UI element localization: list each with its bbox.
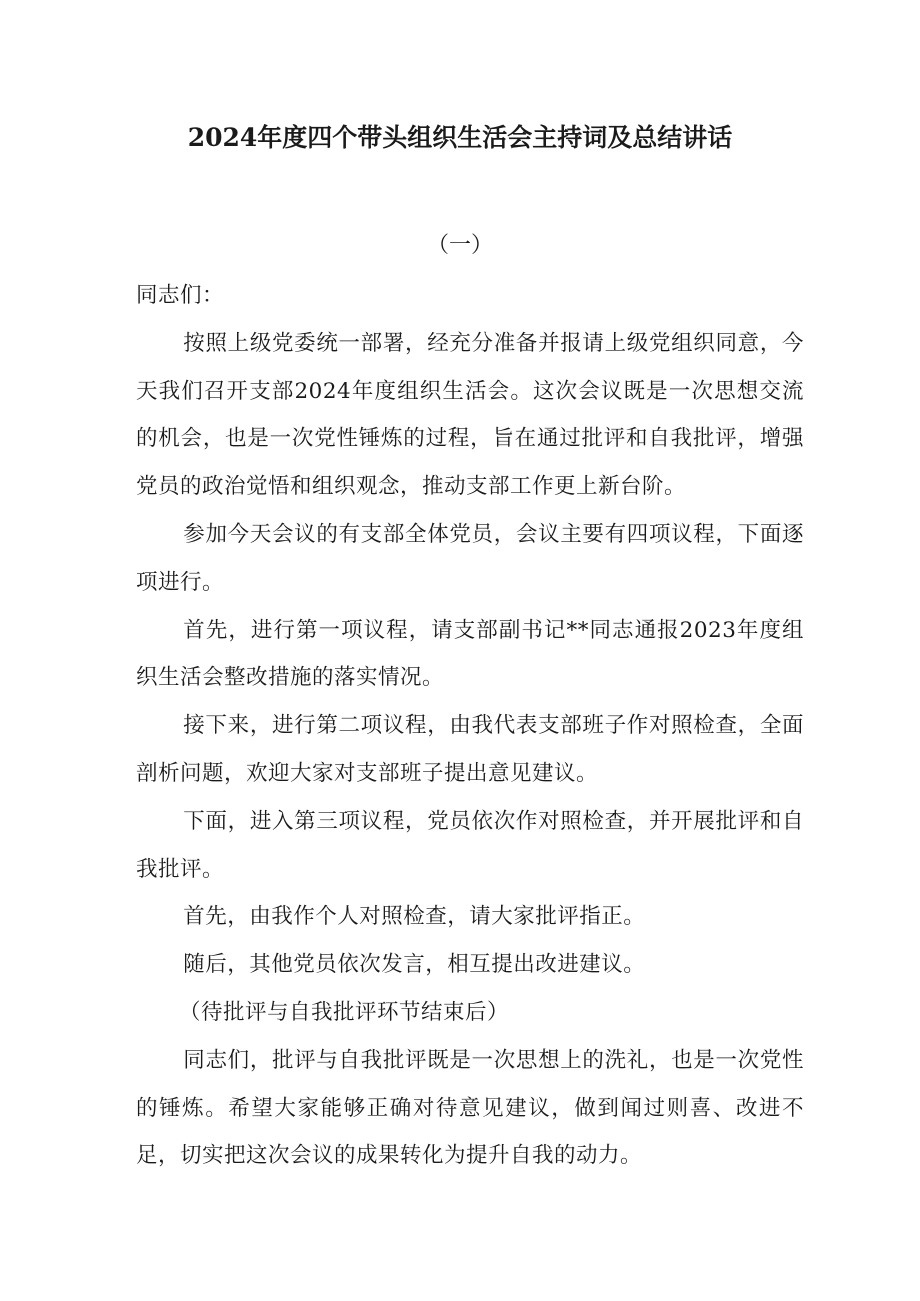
document-body — [136, 272, 804, 1180]
body-paragraph: 按照上级党委统一部署，经充分准备并报请上级党组织同意，今天我们召开支部2024年度组织生活会。这次会议既是一次思想交流的机会，也是一次党性锤炼的过程，旨在通过批评和自我批评，增强党员的政治觉悟和组织观念，推动支部工作更上新台阶。 — [136, 330, 804, 500]
body-paragraph: 首先，进行第一项议程，请支部副书记**同志通报2023年度组织生活会整改措施的落实情况。 — [136, 617, 804, 691]
body-paragraph: 首先，由我作个人对照检查，请大家批评指正。 — [183, 904, 646, 930]
body-paragraph: 参加今天会议的有支部全体党员，会议主要有四项议程，下面逐项进行。 — [136, 521, 804, 595]
body-paragraph: 接下来，进行第二项议程，由我代表支部班子作对照检查，全面剖析问题，欢迎大家对支部班子提出意见建议。 — [136, 713, 804, 786]
salutation-paragraph: 同志们： — [136, 283, 225, 308]
body-paragraph: 同志们，批评与自我批评既是一次思想上的洗礼，也是一次党性的锤炼。希望大家能够正确对待意见建议，做到闻过则喜、改进不足，切实把这次会议的成果转化为提升自我的动力。 — [136, 1047, 804, 1169]
section-number: （一） — [426, 233, 493, 258]
body-paragraph: 随后，其他党员依次发言，相互提出改进建议。 — [183, 952, 646, 978]
stage-note-paragraph: （待批评与自我批评环节结束后） — [179, 999, 510, 1025]
body-paragraph: 下面，进入第三项议程，党员依次作对照检查，并开展批评和自我批评。 — [136, 808, 804, 882]
document-title: 2024年度四个带头组织生活会主持词及总结讲话 — [187, 123, 733, 152]
